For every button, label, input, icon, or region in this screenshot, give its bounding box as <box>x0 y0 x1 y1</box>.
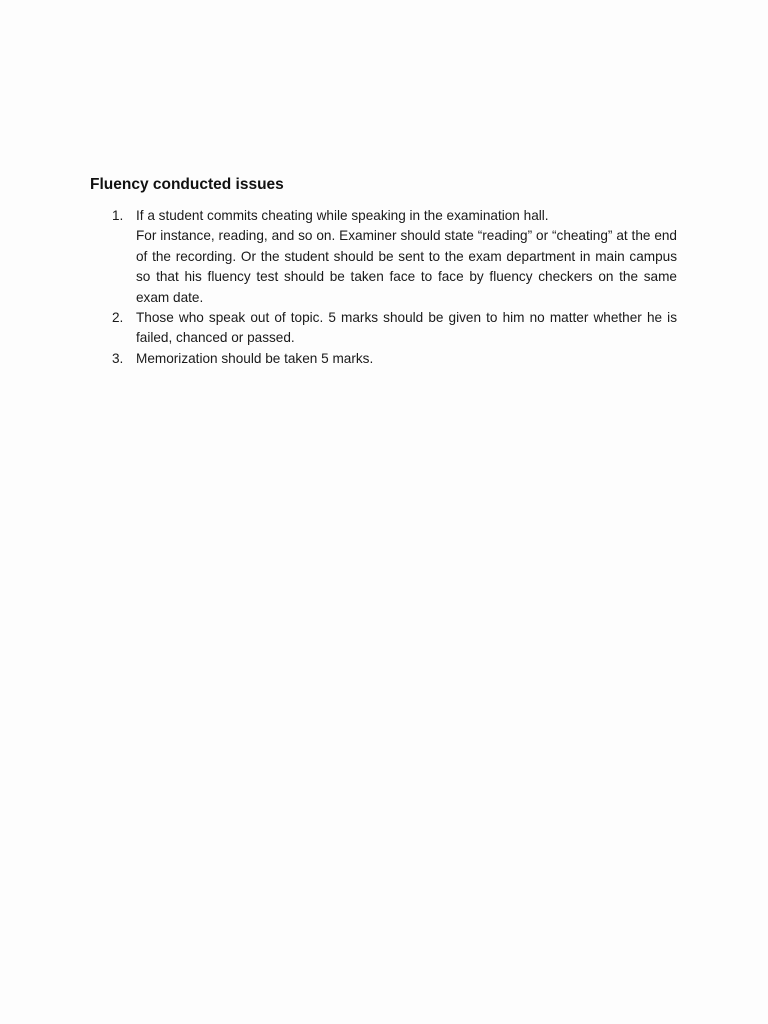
list-item-paragraph: Memorization should be taken 5 marks. <box>136 350 374 366</box>
issues-list <box>90 206 677 369</box>
document-title: Fluency conducted issues <box>90 176 284 193</box>
list-item-number: 1. <box>112 208 124 223</box>
list-item-number: 2. <box>112 310 124 326</box>
list-item-number: 3. <box>112 350 124 366</box>
list-item <box>90 349 677 369</box>
list-item-first-line: If a student commits cheating while speaking in the examination hall. <box>136 208 549 223</box>
list-item <box>90 308 677 349</box>
list-item-paragraph: For instance, reading, and so on. Examiner should state “reading” or “cheating” at the end of the recording. Or the student should be sent to the exam department in main campus so that his fluency test should be taken face to face by fluency checkers on the same exam date. <box>136 228 677 305</box>
list-item-paragraph: Those who speak out of topic. 5 marks should be given to him no matter whether he is failed, chanced or passed. <box>136 310 677 346</box>
document-body <box>90 174 677 369</box>
list-item <box>90 206 677 308</box>
